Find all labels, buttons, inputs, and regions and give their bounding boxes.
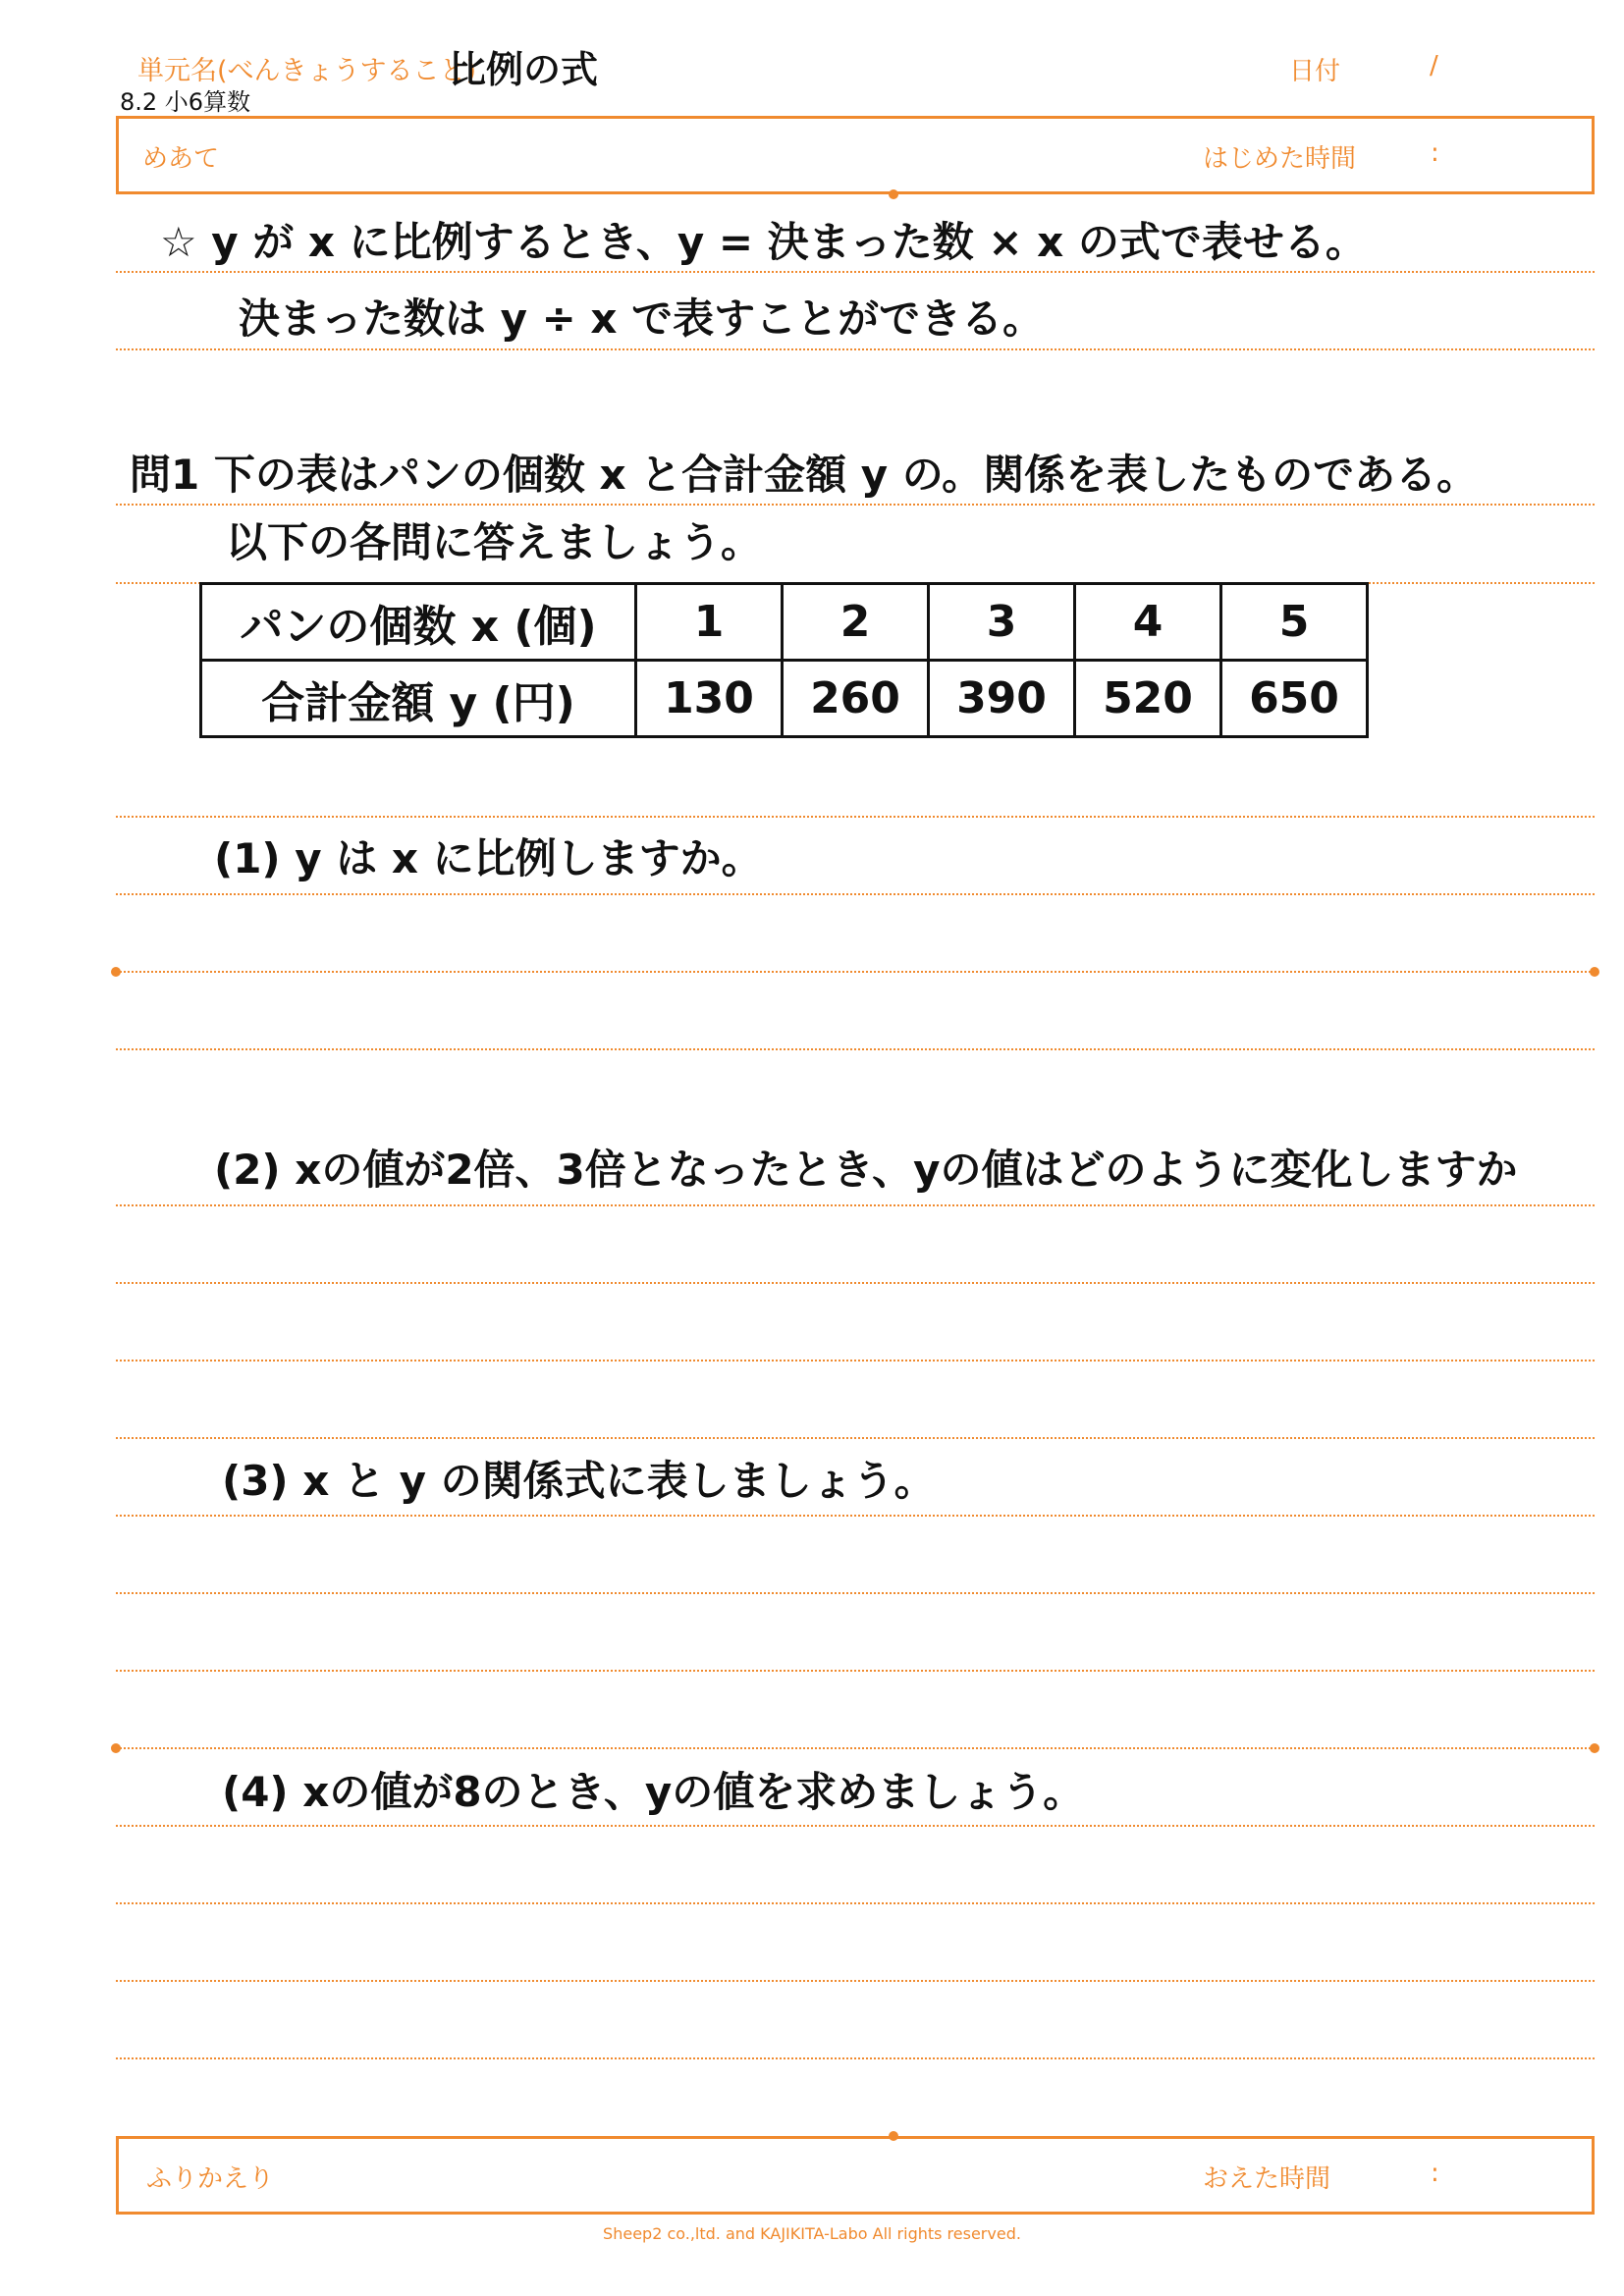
ruled-line (116, 1204, 1595, 1206)
page-title: 比例の式 (449, 48, 599, 91)
rule-dot (111, 967, 121, 977)
data-table (199, 582, 1369, 738)
ruled-line (116, 271, 1595, 273)
ruled-line (116, 1592, 1595, 1594)
ruled-line (116, 1437, 1595, 1439)
table-cell: 3 (929, 584, 1075, 661)
ruled-line (116, 348, 1595, 350)
ruled-line (116, 816, 1595, 818)
table-cell: 130 (636, 661, 783, 737)
question-3: (3) x と y の関係式に表しましょう。 (222, 1457, 936, 1505)
ruled-line (116, 971, 1595, 973)
table-header-cell: パンの個数 x (個) (201, 584, 636, 661)
ruled-line (116, 1670, 1595, 1672)
ruled-line (116, 1747, 1595, 1749)
table-cell: 650 (1221, 661, 1368, 737)
rule-line-1: ☆ y が x に比例するとき、y = 決まった数 × x の式で表せる。 (160, 218, 1367, 266)
goal-label: めあて (142, 144, 220, 174)
course-label: 8.2 小6算数 (120, 88, 251, 116)
ruled-line (116, 1048, 1595, 1050)
ruled-line (116, 504, 1595, 506)
rule-dot (889, 189, 898, 199)
ruled-line (116, 1902, 1595, 1904)
unit-label: 単元名(べんきょうすること) (137, 56, 477, 86)
problem-line-2: 以下の各問に答えましょう。 (226, 518, 763, 566)
question-2: (2) xの値が2倍、3倍となったとき、yの値はどのように変化しますか (214, 1146, 1518, 1194)
question-1: (1) y は x に比例しますか。 (214, 834, 763, 882)
start-time-colon: : (1431, 138, 1439, 168)
ruled-line (116, 1980, 1595, 1982)
rule-dot (1590, 1743, 1599, 1753)
goal-box (116, 116, 1595, 194)
ruled-line (116, 2057, 1595, 2059)
rule-line-2: 決まった数は y ÷ x で表すことができる。 (239, 294, 1045, 343)
reflection-label: ふりかえり (146, 2164, 275, 2194)
table-cell: 2 (783, 584, 929, 661)
table-row (201, 584, 1368, 661)
ruled-line (116, 893, 1595, 895)
table-cell: 5 (1221, 584, 1368, 661)
table-row (201, 661, 1368, 737)
problem-line-1: 問1 下の表はパンの個数 x と合計金額 y の。関係を表したものである。 (130, 451, 1479, 499)
rule-dot (111, 1743, 121, 1753)
rule-dot (1590, 967, 1599, 977)
ruled-line (116, 1515, 1595, 1517)
copyright: Sheep2 co.,ltd. and KAJIKITA-Labo All rights reserved. (603, 2224, 1021, 2243)
reflection-box (116, 2136, 1595, 2215)
ruled-line (116, 1282, 1595, 1284)
table-cell: 260 (783, 661, 929, 737)
table-cell: 1 (636, 584, 783, 661)
table-cell: 4 (1075, 584, 1221, 661)
end-time-label: おえた時間 (1203, 2164, 1331, 2194)
ruled-line (116, 1360, 1595, 1362)
table-cell: 390 (929, 661, 1075, 737)
start-time-label: はじめた時間 (1203, 144, 1357, 174)
date-label: 日付 (1289, 57, 1341, 86)
end-time-colon: : (1431, 2159, 1439, 2188)
table-cell: 520 (1075, 661, 1221, 737)
question-4: (4) xの値が8のとき、yの値を求めましょう。 (222, 1768, 1085, 1816)
table-header-cell: 合計金額 y (円) (201, 661, 636, 737)
ruled-line (116, 1825, 1595, 1827)
date-slash: / (1430, 51, 1438, 80)
